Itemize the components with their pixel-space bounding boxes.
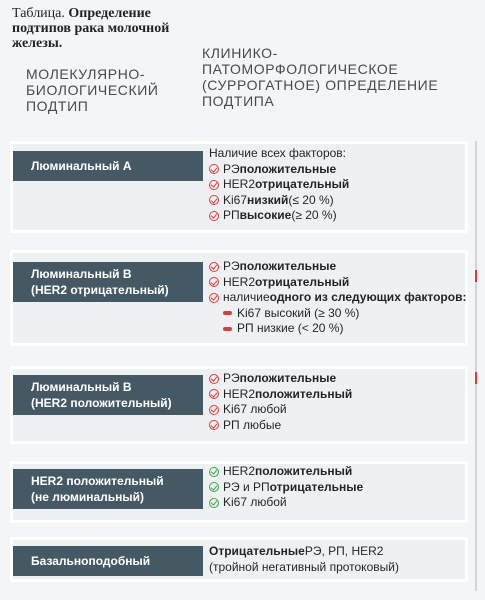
list-item: РП высокие (≥ 20 %) [209, 208, 349, 224]
subtype-label [13, 375, 203, 415]
list-item: Ki67 любой [209, 402, 352, 418]
edge-accent-mark [475, 372, 477, 384]
subtype-label-line: (HER2 положительный) [31, 396, 172, 410]
check-red-icon [209, 389, 219, 399]
subtype-label-line: (не люминальный) [31, 490, 145, 504]
list-item: Ki67 высокий (≥ 30 %) [209, 306, 466, 322]
column-header-definition: КЛИНИКО-ПАТОМОРФОЛОГИЧЕСКОЕ (СУРРОГАТНОЕ) ОПРЕДЕЛЕНИЕ ПОДТИПА [202, 45, 439, 109]
check-red-icon [209, 164, 219, 174]
dash-red-icon [223, 311, 232, 315]
list-item: РЭ положительные [209, 371, 352, 387]
subtype-label-line: Люминальный А [31, 159, 132, 173]
list-item: HER2 положительный [209, 464, 363, 480]
caption-title: Определение подтипов рака молочной железы. [12, 6, 170, 51]
subtype-row [10, 537, 468, 582]
list-item: Ki67 низкий (≤ 20 %) [209, 193, 349, 209]
check-red-icon [209, 420, 219, 430]
list-item: (тройной негативный протоковый) [209, 559, 399, 574]
check-red-icon [209, 180, 219, 190]
edge-accent-mark [475, 270, 477, 282]
list-item: Ki67 любой [209, 495, 363, 511]
subtype-label [13, 546, 203, 576]
definition-list [209, 544, 399, 575]
list-item: РЭ положительные [209, 259, 466, 275]
subtype-label-line: HER2 положительный [31, 474, 164, 488]
check-red-icon [209, 374, 219, 384]
list-item: наличие одного из следующих факторов: [209, 290, 466, 306]
list-item: РЭ положительные [209, 162, 349, 178]
list-item: HER2 отрицательный [209, 177, 349, 193]
list-item: РП низкие (< 20 %) [209, 321, 466, 337]
subtype-row [10, 366, 468, 444]
caption-prefix: Таблица. [12, 6, 65, 21]
list-item: РП любые [209, 418, 352, 434]
subtype-label [13, 469, 203, 509]
check-green-icon [209, 467, 219, 477]
list-item: HER2 положительный [209, 387, 352, 403]
list-item: HER2 отрицательный [209, 275, 466, 291]
check-red-icon [209, 277, 219, 287]
subtype-row [10, 141, 468, 233]
subtype-label-line: Люминальный В [31, 380, 132, 394]
check-green-icon [209, 482, 219, 492]
table-caption [12, 6, 212, 51]
subtype-row [10, 250, 468, 346]
check-red-icon [209, 405, 219, 415]
subtype-row [10, 461, 468, 523]
list-item: РЭ и РП отрицательные [209, 480, 363, 496]
dash-red-icon [223, 327, 232, 331]
check-red-icon [209, 293, 219, 303]
column-header-subtype: МОЛЕКУЛЯРНО-БИОЛОГИЧЕСКИЙ ПОДТИП [26, 66, 159, 114]
check-green-icon [209, 498, 219, 508]
subtype-label-line: (HER2 отрицательный) [31, 283, 169, 297]
subtype-label-line: Базальноподобный [31, 554, 151, 568]
subtype-label [13, 151, 203, 181]
definition-list [209, 146, 349, 224]
right-edge-rule [475, 141, 477, 591]
definition-intro: Наличие всех факторов: [209, 146, 347, 160]
check-red-icon [209, 211, 219, 221]
subtype-label-line: Люминальный В [31, 267, 132, 281]
list-item: Отрицательные РЭ, РП, HER2 [209, 544, 384, 558]
subtype-label [13, 262, 203, 302]
definition-list [209, 464, 363, 511]
check-red-icon [209, 262, 219, 272]
definition-list [209, 371, 352, 433]
check-red-icon [209, 195, 219, 205]
definition-list [209, 259, 466, 337]
